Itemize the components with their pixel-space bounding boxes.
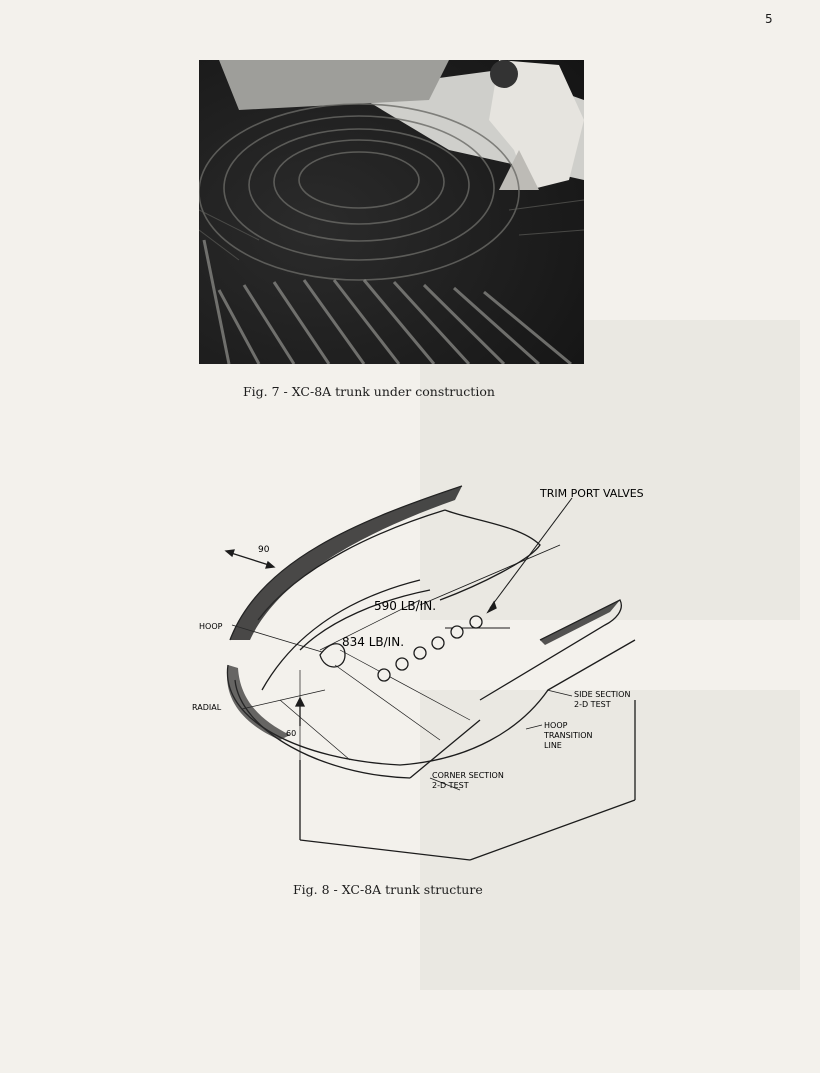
hoop-transition-label-line2: TRANSITION <box>544 731 593 740</box>
load-834-label: 834 LB/IN. <box>342 635 405 649</box>
hoop-label: HOOP <box>199 622 223 631</box>
trim-port-valves-label: TRIM PORT VALVES <box>540 487 644 500</box>
hoop-transition-label-line3: LINE <box>544 741 562 750</box>
side-section-label-line2: 2-D TEST <box>574 700 611 709</box>
corner-section-label-line1: CORNER SECTION <box>432 771 504 780</box>
radial-label: RADIAL <box>192 703 222 712</box>
figure-7-caption: Fig. 7 - XC-8A trunk under construction <box>243 384 495 399</box>
corner-section-label-line2: 2-D TEST <box>432 781 469 790</box>
page-number: 5 <box>765 12 773 26</box>
angle-60-label: 60 <box>286 729 297 738</box>
angle-90-label: 90 <box>258 545 270 555</box>
figure-8-caption: Fig. 8 - XC-8A trunk structure <box>293 882 483 897</box>
side-section-label-line1: SIDE SECTION <box>574 690 631 699</box>
load-590-label: 590 LB/IN. <box>374 599 437 613</box>
hoop-transition-label-line1: HOOP <box>544 721 568 730</box>
